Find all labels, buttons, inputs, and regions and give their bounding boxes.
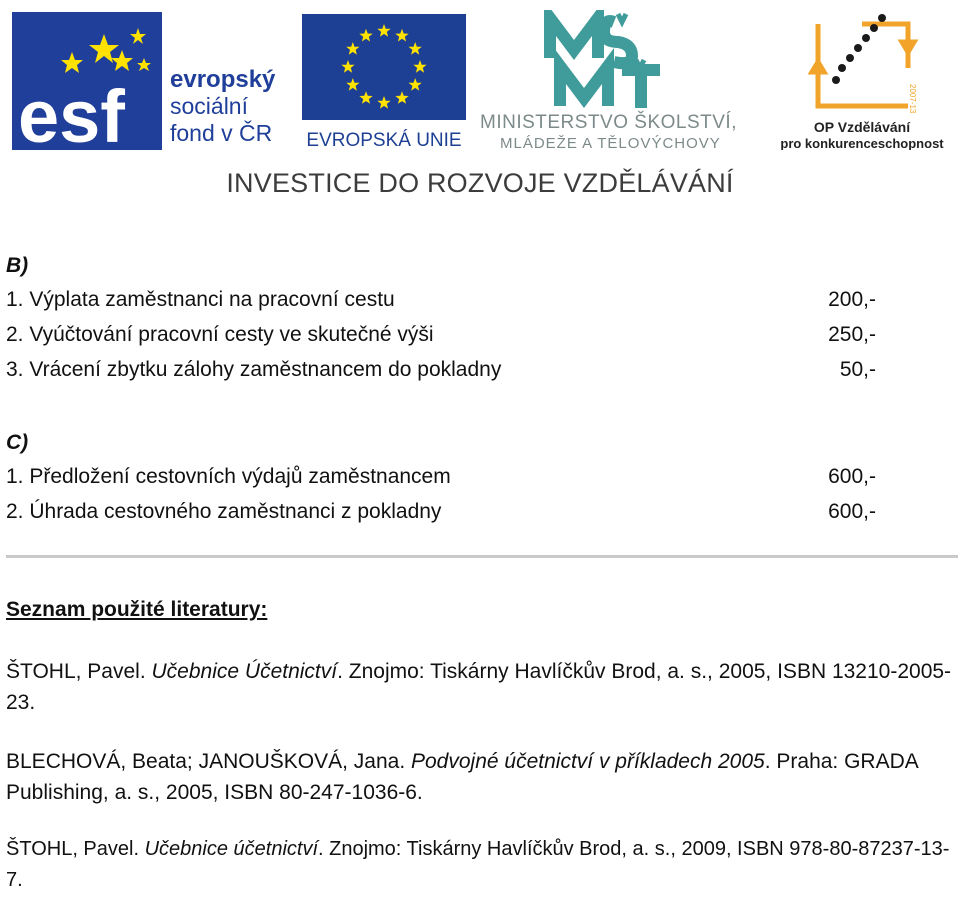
msmt-monogram-icon — [550, 14, 660, 108]
item-text: 3. Vrácení zbytku zálohy zaměstnancem do pokladny — [6, 358, 502, 381]
msmt-line2: MLÁDEŽE A TĚLOVÝCHOVY — [500, 135, 721, 150]
msmt-logo — [476, 10, 762, 150]
ref-title: Učebnice účetnictví — [144, 838, 318, 860]
list-item — [6, 282, 876, 317]
eu-caption: EVROPSKÁ UNIE — [306, 130, 462, 150]
slogan: INVESTICE DO ROZVOJE VZDĚLÁVÁNÍ — [226, 168, 734, 198]
op-line1: OP Vzdělávání — [813, 119, 911, 135]
ref-rest: . Znojmo: Tiskárny Havlíčkův Brod, a. s., 2009, ISBN 978-80-87237-13-7. — [6, 838, 950, 891]
esf-line3: fond v ČR — [170, 120, 273, 146]
esf-line1: evropský — [170, 66, 276, 93]
section-letter: B) — [6, 254, 29, 277]
list-item — [6, 494, 876, 529]
divider — [6, 555, 958, 558]
document-body — [6, 250, 956, 896]
item-amount: 200,- — [828, 288, 876, 311]
msmt-line1: MINISTERSTVO ŠKOLSTVÍ, — [480, 112, 737, 133]
op-line2: pro konkurenceschopnost — [780, 136, 944, 150]
item-text: 2. Vyúčtování pracovní cesty ve skutečné výši — [6, 323, 434, 346]
literature-heading: Seznam použité literatury: — [6, 598, 268, 621]
ref-title: Učebnice Účetnictví — [151, 660, 338, 683]
ref-author: ŠTOHL, Pavel. — [6, 660, 152, 683]
op-years: 2007-13 — [908, 84, 917, 114]
ref-author: BLECHOVÁ, Beata; JANOUŠKOVÁ, Jana. — [6, 750, 411, 773]
logo-strip — [0, 0, 960, 200]
item-amount: 50,- — [839, 358, 876, 381]
esf-logo — [12, 12, 292, 152]
item-amount: 600,- — [828, 500, 876, 523]
section-letter: C) — [6, 431, 29, 454]
ref-rest: . Znojmo: Tiskárny Havlíčkův Brod, a. s., 2005, ISBN 13210-2005-23. — [6, 660, 952, 714]
esf-line2: sociální — [170, 93, 248, 119]
ref-title: Podvojné účetnictví v příkladech 2005 — [411, 750, 765, 773]
reference-item — [6, 656, 956, 718]
esf-mark: esf — [18, 75, 125, 152]
reference-item — [6, 746, 956, 808]
item-text: 1. Výplata zaměstnanci na pracovní cestu — [6, 288, 395, 311]
spacer — [6, 387, 956, 427]
item-amount: 600,- — [828, 465, 876, 488]
section-c — [6, 427, 956, 529]
list-item — [6, 352, 876, 387]
list-item — [6, 459, 876, 494]
ref-author: ŠTOHL, Pavel. — [6, 838, 145, 860]
item-text: 1. Předložení cestovních výdajů zaměstnancem — [6, 465, 451, 488]
ref-rest: . Praha: GRADA Publishing, a. s., 2005, ISBN 80-247-1036-6. — [6, 750, 918, 804]
eu-flag-logo — [302, 14, 466, 150]
item-amount: 250,- — [828, 323, 876, 346]
reference-item — [6, 834, 956, 896]
op-vzdelavani-logo — [770, 10, 955, 150]
item-text: 2. Úhrada cestovného zaměstnanci z pokladny — [6, 500, 442, 523]
list-item — [6, 317, 876, 352]
section-b — [6, 250, 956, 387]
